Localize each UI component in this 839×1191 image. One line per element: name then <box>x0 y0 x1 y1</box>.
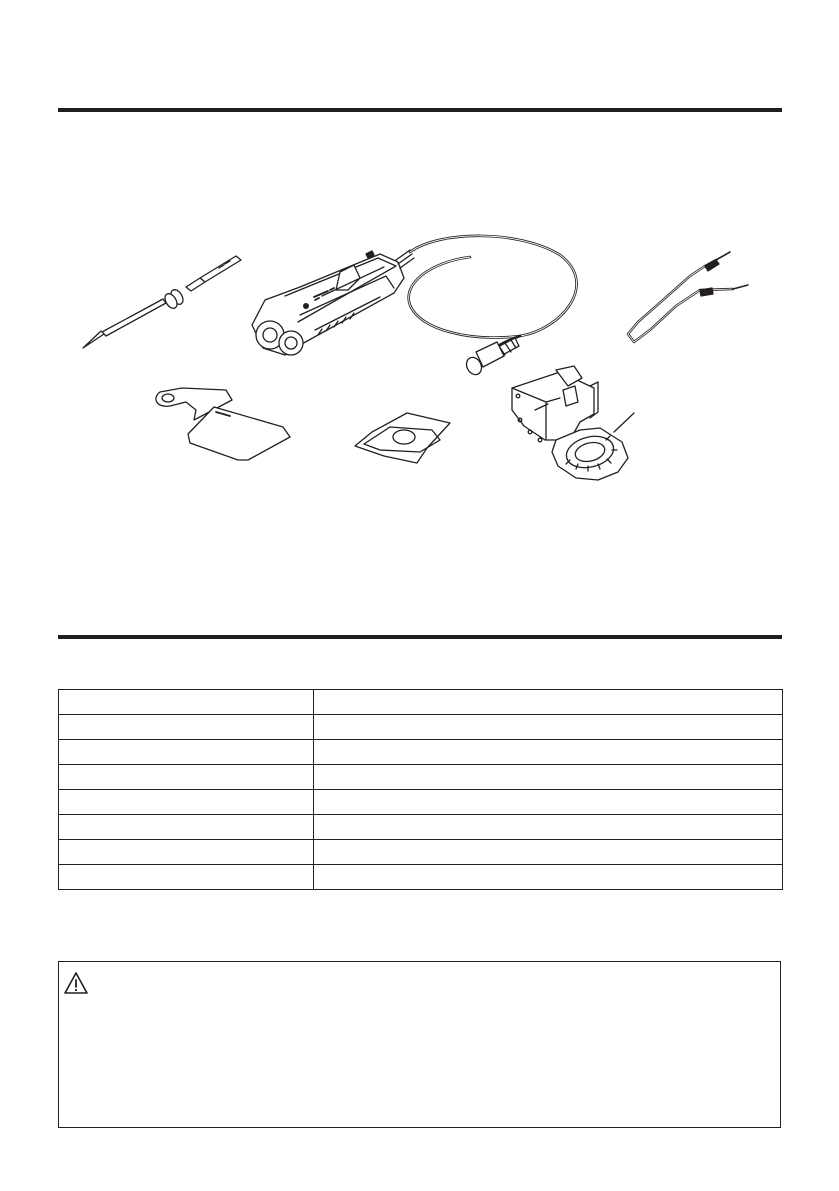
spec-value <box>314 815 783 840</box>
table-row <box>59 765 783 790</box>
spec-value <box>314 690 783 715</box>
spec-value <box>314 865 783 890</box>
caution-box <box>58 961 781 1128</box>
iron-holder-icon <box>512 366 634 480</box>
table-row <box>59 715 783 740</box>
table-row <box>59 790 783 815</box>
handpiece-icon <box>252 236 577 377</box>
spec-label <box>59 790 314 815</box>
spec-value <box>314 765 783 790</box>
spec-value <box>314 790 783 815</box>
spec-label <box>59 690 314 715</box>
cleaning-sponge-icon <box>355 413 450 463</box>
package-contents-illustration <box>0 0 839 560</box>
warning-triangle-icon <box>63 971 89 995</box>
table-row <box>59 865 783 890</box>
table-row <box>59 740 783 765</box>
table-row <box>59 690 783 715</box>
heat-resistant-pad-icon <box>156 388 290 460</box>
soldering-tip-icon <box>83 256 241 348</box>
specifications-table <box>58 689 783 890</box>
spec-label <box>59 815 314 840</box>
spec-label <box>59 865 314 890</box>
spec-label <box>59 765 314 790</box>
spec-label <box>59 840 314 865</box>
spec-label <box>59 740 314 765</box>
spec-value <box>314 740 783 765</box>
connection-cord-icon <box>628 252 748 342</box>
spec-value <box>314 715 783 740</box>
spec-value <box>314 840 783 865</box>
table-row <box>59 815 783 840</box>
table-row <box>59 840 783 865</box>
spec-label <box>59 715 314 740</box>
section-divider-specifications <box>58 635 782 639</box>
